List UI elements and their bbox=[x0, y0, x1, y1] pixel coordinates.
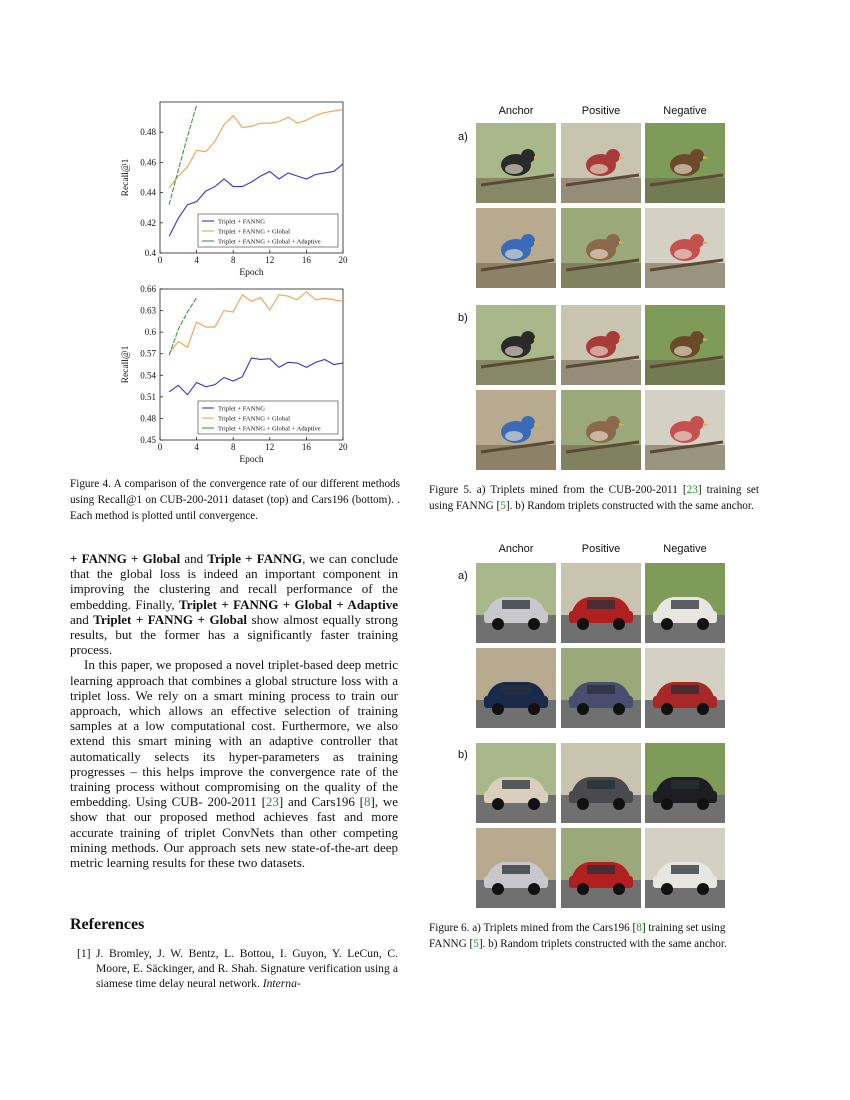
series-line bbox=[169, 105, 196, 205]
fig5-row-b-label: b) bbox=[458, 312, 468, 324]
car-photo bbox=[476, 828, 556, 908]
fig5-col-anchor: Anchor bbox=[498, 105, 534, 117]
bird-photo bbox=[645, 123, 725, 203]
y-axis-label: Recall@1 bbox=[121, 345, 131, 384]
bird-photo bbox=[561, 208, 641, 288]
x-tick-label: 4 bbox=[194, 255, 199, 265]
bird-photo bbox=[645, 305, 725, 385]
bird-photo bbox=[476, 123, 556, 203]
y-tick-label: 0.51 bbox=[140, 391, 156, 402]
y-tick-label: 0.66 bbox=[140, 284, 156, 294]
x-tick-label: 0 bbox=[157, 255, 163, 265]
references-heading: References bbox=[70, 916, 145, 933]
fig5-row-a-label: a) bbox=[458, 131, 468, 143]
legend-entry: Triplet + FANNG + Global bbox=[218, 415, 290, 423]
series-line bbox=[169, 358, 343, 395]
bird-photo bbox=[561, 123, 641, 203]
series-line bbox=[169, 292, 343, 354]
citation-link[interactable]: 5 bbox=[500, 500, 506, 512]
x-tick-label: 8 bbox=[230, 442, 236, 452]
figure4-caption: Figure 4. A comparison of the convergence rate of our different methods using Recall@1 on CUB-200-2011 dataset (top) and Cars196 (bottom). . Each method is plotted until convergence. bbox=[70, 478, 400, 522]
figure6-caption: Figure 6. a) Triplets mined from the Cars196 [8] training set using FANNG [5]. b) Random triplets constructed with the same anchor. bbox=[429, 922, 727, 950]
fig6-row-a-label: a) bbox=[458, 570, 468, 582]
y-tick-label: 0.6 bbox=[144, 327, 156, 338]
series-group bbox=[169, 292, 343, 395]
bird-photo bbox=[561, 390, 641, 470]
citation-link[interactable]: 23 bbox=[265, 794, 279, 810]
citation-link[interactable]: 8 bbox=[636, 922, 642, 934]
bird-photo bbox=[476, 390, 556, 470]
chart-cub bbox=[110, 95, 360, 285]
fig6-row-b-label: b) bbox=[458, 749, 468, 761]
fig6-col-negative: Negative bbox=[663, 543, 707, 555]
y-tick-label: 0.4 bbox=[144, 248, 156, 258]
legend-entry: Triplet + FANNG bbox=[218, 405, 265, 413]
fig6-col-positive: Positive bbox=[581, 543, 621, 555]
x-tick-label: 12 bbox=[265, 442, 275, 452]
y-tick-label: 0.48 bbox=[140, 413, 156, 424]
y-tick-label: 0.57 bbox=[140, 348, 156, 359]
car-photo bbox=[476, 563, 556, 643]
paragraph-results: + FANNG + Global and Triple + FANNG, we can conclude that the global loss is indeed an important component in improving the clustering and recall performance of the embedding. Finally, Triplet + FANNG + Global + Adaptive and Triplet + FANNG + Global show almost equally strong results, but the former has a significantly faster training process. bbox=[70, 551, 398, 658]
y-tick-label: 0.44 bbox=[140, 187, 156, 198]
reference-text: J. Bromley, J. W. Bentz, L. Bottou, I. Guyon, Y. LeCun, C. Moore, E. Säckinger, and R. Shah. Signature verification using a siamese time delay neural network. Interna- bbox=[96, 947, 398, 990]
car-photo bbox=[476, 743, 556, 823]
y-tick-label: 0.48 bbox=[140, 127, 156, 138]
x-tick-label: 0 bbox=[157, 442, 163, 452]
reference-1 bbox=[70, 946, 398, 991]
legend-entry: Triplet + FANNG bbox=[218, 218, 265, 226]
legend-entry: Triplet + FANNG + Global bbox=[218, 228, 290, 236]
bird-photo bbox=[645, 208, 725, 288]
x-tick-label: 20 bbox=[338, 255, 348, 265]
fig5-col-positive: Positive bbox=[581, 105, 621, 117]
bird-photo bbox=[476, 305, 556, 385]
chart-cars bbox=[110, 282, 360, 472]
fig6-col-anchor: Anchor bbox=[498, 543, 534, 555]
x-axis-label: Epoch bbox=[239, 455, 264, 465]
y-axis-label: Recall@1 bbox=[121, 158, 131, 197]
x-tick-label: 12 bbox=[265, 255, 275, 265]
car-photo bbox=[561, 648, 641, 728]
fig5-col-negative: Negative bbox=[663, 105, 707, 117]
y-tick-label: 0.45 bbox=[140, 435, 156, 445]
citation-link[interactable]: 5 bbox=[473, 938, 479, 950]
car-photo bbox=[645, 648, 725, 728]
x-tick-label: 4 bbox=[194, 442, 199, 452]
series-line bbox=[169, 298, 196, 356]
x-tick-label: 16 bbox=[301, 255, 311, 265]
car-photo bbox=[645, 563, 725, 643]
car-photo bbox=[476, 648, 556, 728]
bird-photo bbox=[645, 390, 725, 470]
paragraph-conclusion: In this paper, we proposed a novel triplet-based deep metric learning approach that combines a global structure loss with a triplet loss. We rely on a smart mining process to train our approach, which allows an effective selection of training samples at a low computational cost. Furthermore, we also extend this smart mining with an adaptive controller that automatically selects its hyper-parameters as training progresses – this helps improve the convergence rate of the training process without compromising on the quality of the embedding. Using CUB- 200-2011 [23] and Cars196 [8], we show that our proposed method achieves fast and more accurate training of triplet ConvNets than other competing mining methods. Our approach sets new state-of-the-art deep metric learning results for these two datasets. bbox=[70, 657, 398, 871]
x-tick-label: 8 bbox=[230, 255, 236, 265]
figure5-caption: Figure 5. a) Triplets mined from the CUB-200-2011 [23] training set using FANNG [5]. b) Random triplets constructed with the same anchor. bbox=[429, 484, 759, 512]
x-tick-label: 16 bbox=[301, 442, 311, 452]
car-photo bbox=[561, 563, 641, 643]
citation-link[interactable]: 8 bbox=[363, 794, 371, 810]
bird-photo bbox=[476, 208, 556, 288]
citation-link[interactable]: 23 bbox=[686, 484, 698, 496]
bird-photo bbox=[561, 305, 641, 385]
legend-entry: Triplet + FANNG + Global + Adaptive bbox=[218, 425, 321, 433]
y-tick-label: 0.54 bbox=[140, 370, 156, 381]
reference-number: [1] bbox=[77, 947, 91, 960]
y-tick-label: 0.46 bbox=[140, 157, 156, 168]
y-tick-label: 0.42 bbox=[140, 217, 156, 228]
car-photo bbox=[645, 743, 725, 823]
car-photo bbox=[645, 828, 725, 908]
legend-entry: Triplet + FANNG + Global + Adaptive bbox=[218, 238, 321, 246]
body-text bbox=[70, 551, 398, 870]
y-tick-label: 0.63 bbox=[140, 305, 156, 316]
car-photo bbox=[561, 828, 641, 908]
car-photo bbox=[561, 743, 641, 823]
x-tick-label: 20 bbox=[338, 442, 348, 452]
x-axis-label: Epoch bbox=[239, 268, 264, 278]
series-line bbox=[169, 110, 343, 189]
